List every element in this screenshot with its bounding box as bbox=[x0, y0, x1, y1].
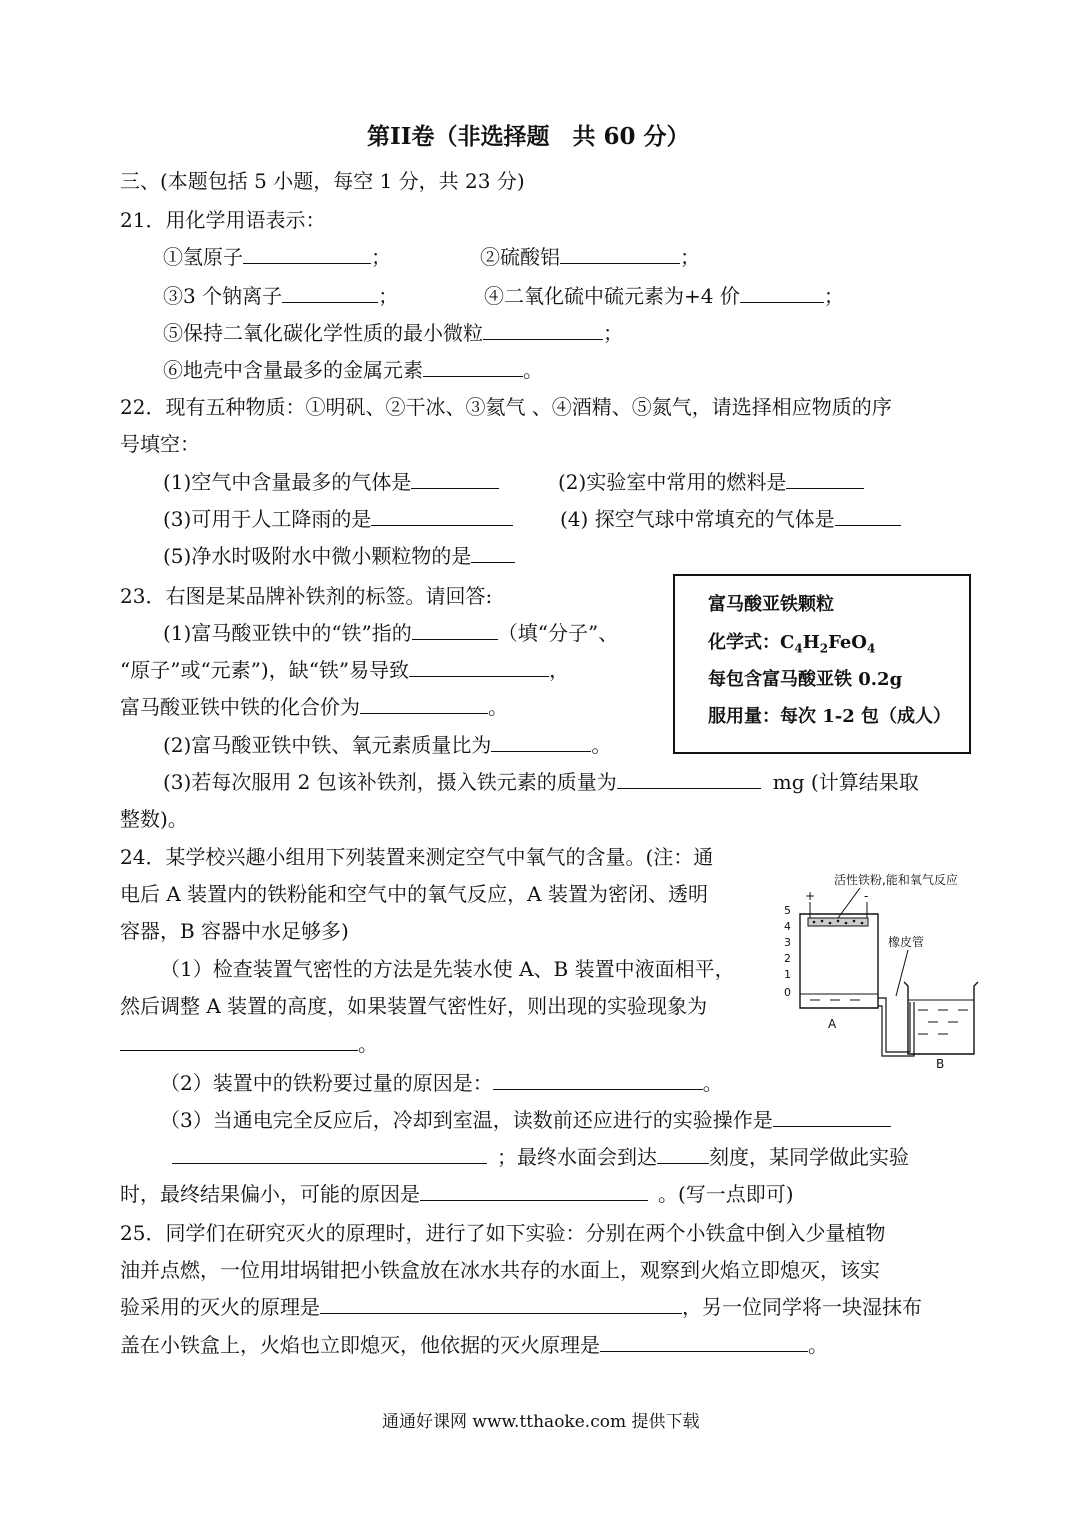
q23-part-3c: 整数)。 bbox=[120, 807, 188, 831]
apparatus-figure bbox=[778, 866, 983, 1078]
label-formula: $C_4H_2FeO_4$ bbox=[780, 632, 876, 656]
label-content: 每包含富马酸亚铁 0.2g bbox=[708, 669, 903, 690]
q21-stem: 21．用化学用语表示： bbox=[120, 208, 326, 232]
answer-blank[interactable] bbox=[243, 245, 371, 264]
q24-line-7 bbox=[160, 1069, 723, 1097]
scale-tick: 0 bbox=[784, 986, 791, 999]
answer-blank[interactable] bbox=[740, 284, 824, 303]
q21-item-2-text: ②硫酸铝 bbox=[480, 245, 560, 269]
q21-item-6 bbox=[163, 356, 543, 384]
q23-part-3-unit: mg (计算结果取 bbox=[772, 770, 919, 794]
q23-part-3-text: (3)若每次服用 2 包该补铁剂，摄入铁元素的质量为 bbox=[163, 770, 617, 794]
label-a: A bbox=[828, 1017, 837, 1031]
q24-line-7-text: （2）装置中的铁粉要过量的原因是： bbox=[160, 1071, 493, 1095]
answer-blank[interactable] bbox=[773, 1108, 891, 1127]
separator: ； bbox=[378, 284, 399, 308]
q23-part-2-text: (2)富马酸亚铁中铁、氧元素质量比为 bbox=[163, 733, 492, 757]
rubber-tube-label: 橡皮管 bbox=[888, 935, 925, 949]
q22-part-3 bbox=[163, 505, 513, 533]
supplement-label bbox=[673, 574, 971, 754]
q24-line-9 bbox=[120, 1143, 909, 1171]
answer-blank[interactable] bbox=[360, 695, 488, 714]
answer-blank[interactable] bbox=[493, 1071, 703, 1090]
answer-blank[interactable] bbox=[411, 470, 499, 489]
q23-stem: 23．右图是某品牌补铁剂的标签。请回答: bbox=[120, 584, 493, 608]
q21-item-6-text: ⑥地壳中含量最多的金属元素 bbox=[163, 358, 423, 382]
q23-part-1e-text: 富马酸亚铁中铁的化合价为 bbox=[120, 695, 360, 719]
q23-part-1c bbox=[120, 656, 569, 684]
q21-item-2 bbox=[480, 243, 700, 271]
q21-item-3 bbox=[163, 282, 398, 310]
section-title: 第II卷（非选择题 共 60 分） bbox=[367, 123, 690, 150]
q25-line-3 bbox=[120, 1293, 922, 1321]
label-dosage: 服用量：每次 1-2 包（成人） bbox=[708, 706, 952, 727]
answer-blank[interactable] bbox=[282, 284, 378, 303]
scale-labels bbox=[784, 904, 791, 999]
separator: ； bbox=[823, 284, 844, 308]
answer-blank[interactable] bbox=[483, 321, 603, 340]
answer-blank[interactable] bbox=[120, 1032, 358, 1051]
q22-part-1 bbox=[163, 468, 499, 496]
separator: ； bbox=[680, 245, 700, 269]
separator: ； bbox=[371, 245, 391, 269]
period: 。 bbox=[488, 695, 508, 719]
answer-blank[interactable] bbox=[412, 621, 498, 640]
q22-part-5 bbox=[163, 542, 515, 570]
answer-blank[interactable] bbox=[560, 245, 680, 264]
q21-item-1-text: ①氢原子 bbox=[163, 245, 243, 269]
period: 。 bbox=[358, 1032, 378, 1056]
answer-blank[interactable] bbox=[371, 507, 513, 526]
q24-line-10a-text: 时，最终结果偏小，可能的原因是 bbox=[120, 1182, 420, 1206]
q25-line-4 bbox=[120, 1331, 828, 1359]
q21-item-5 bbox=[163, 319, 623, 347]
q23-part-1a bbox=[163, 619, 618, 647]
q21-item-1 bbox=[163, 243, 391, 271]
q25-line-3b-text: ，另一位同学将一块湿抹布 bbox=[682, 1295, 922, 1319]
q24-line-2: 电后 A 装置内的铁粉能和空气中的氧气反应，A 装置为密闭、透明 bbox=[120, 882, 708, 906]
label-formula-prefix: 化学式： bbox=[708, 632, 780, 653]
scale-tick: 2 bbox=[784, 952, 791, 965]
answer-blank[interactable] bbox=[600, 1333, 808, 1352]
q21-item-5-text: ⑤保持二氧化碳化学性质的最小微粒 bbox=[163, 321, 483, 345]
comma: ， bbox=[549, 658, 570, 682]
q25-line-4a-text: 盖在小铁盒上，火焰也立即熄灭，他依据的灭火原理是 bbox=[120, 1333, 600, 1357]
answer-blank[interactable] bbox=[786, 470, 864, 489]
answer-blank[interactable] bbox=[320, 1295, 682, 1314]
electrode-plus: + bbox=[805, 889, 816, 903]
label-b: B bbox=[936, 1057, 945, 1071]
q22-stem-1: 22．现有五种物质：①明矾、②干冰、③氦气 、④酒精、⑤氮气，请选择相应物质的序 bbox=[120, 395, 892, 419]
q24-line-8 bbox=[160, 1106, 891, 1134]
label-name: 富马酸亚铁颗粒 bbox=[708, 594, 834, 615]
answer-blank[interactable] bbox=[409, 658, 549, 677]
q22-part-4 bbox=[560, 505, 901, 533]
answer-blank[interactable] bbox=[172, 1145, 487, 1164]
q22-part-1-text: (1)空气中含量最多的气体是 bbox=[163, 470, 412, 494]
scale-tick: 1 bbox=[784, 968, 791, 981]
iron-powder-label: 活性铁粉,能和氧气反应 bbox=[834, 873, 958, 887]
q22-part-3-text: (3)可用于人工降雨的是 bbox=[163, 507, 372, 531]
q23-part-2 bbox=[163, 731, 611, 759]
q24-line-1: 24．某学校兴趣小组用下列装置来测定空气中氧气的含量。(注：通 bbox=[120, 845, 714, 869]
q21-item-3-text: ③3 个钠离子 bbox=[163, 284, 283, 308]
q24-line-3: 容器，B 容器中水足够多) bbox=[120, 919, 349, 943]
answer-blank[interactable] bbox=[423, 358, 523, 377]
period: 。 bbox=[702, 1071, 723, 1095]
answer-blank[interactable] bbox=[617, 770, 761, 789]
q23-part-1e bbox=[120, 693, 508, 721]
electrode-minus: - bbox=[864, 889, 869, 903]
q25-line-1: 25．同学们在研究灭火的原理时，进行了如下实验：分别在两个小铁盒中倒入少量植物 bbox=[120, 1221, 886, 1245]
separator: ； bbox=[603, 321, 623, 345]
q24-line-8-text: （3）当通电完全反应后，冷却到室温，读数前还应进行的实验操作是 bbox=[160, 1108, 773, 1132]
q25-line-2: 油并点燃，一位用坩埚钳把小铁盒放在冰水共存的水面上，观察到火焰立即熄灭，该实 bbox=[120, 1258, 880, 1282]
answer-blank[interactable] bbox=[471, 544, 515, 563]
label-formula-line bbox=[708, 628, 875, 656]
period: 。 bbox=[523, 358, 543, 382]
q24-line-10b-text: 。(写一点即可) bbox=[658, 1182, 794, 1206]
q22-part-2-text: (2)实验室中常用的燃料是 bbox=[558, 470, 787, 494]
section-header: 三、(本题包括 5 小题，每空 1 分，共 23 分) bbox=[120, 169, 525, 193]
q23-part-1a-text: (1)富马酸亚铁中的“铁”指的 bbox=[163, 621, 412, 645]
q23-part-1c-text: “原子”或“元素”)，缺“铁”易导致 bbox=[120, 658, 410, 682]
q24-line-9a-text: ；最终水面会到达 bbox=[497, 1145, 657, 1169]
period: 。 bbox=[591, 733, 612, 757]
q24-line-5: 然后调整 A 装置的高度，如果装置气密性好，则出现的实验现象为 bbox=[120, 994, 708, 1018]
q23-part-3 bbox=[163, 768, 919, 796]
q24-line-6 bbox=[120, 1030, 378, 1058]
page-footer: 通通好课网 www.tthaoke.com 提供下载 bbox=[382, 1412, 700, 1432]
q22-part-5-text: (5)净水时吸附水中微小颗粒物的是 bbox=[163, 544, 472, 568]
q22-part-2 bbox=[558, 468, 864, 496]
scale-tick: 3 bbox=[784, 936, 791, 949]
q23-part-1b-text: （填“分子”、 bbox=[497, 621, 619, 645]
q22-stem-2: 号填空： bbox=[120, 432, 200, 456]
q21-item-4-text: ④二氧化硫中硫元素为+4 价 bbox=[484, 284, 740, 308]
scale-tick: 5 bbox=[784, 904, 791, 917]
q22-part-4-text: (4) 探空气球中常填充的气体是 bbox=[560, 507, 835, 531]
answer-blank[interactable] bbox=[420, 1182, 648, 1201]
q25-line-3a-text: 验采用的灭火的原理是 bbox=[120, 1295, 320, 1319]
q21-item-4 bbox=[484, 282, 844, 310]
answer-blank[interactable] bbox=[835, 507, 901, 526]
scale-tick: 4 bbox=[784, 920, 791, 933]
q24-line-9b-text: 刻度，某同学做此实验 bbox=[709, 1145, 909, 1169]
q24-line-4: （1）检查装置气密性的方法是先装水使 A、B 装置中液面相平， bbox=[160, 957, 735, 981]
answer-blank[interactable] bbox=[657, 1145, 709, 1164]
q25-line-4b-text: 。 bbox=[808, 1333, 828, 1357]
q24-line-10 bbox=[120, 1180, 794, 1208]
answer-blank[interactable] bbox=[491, 733, 591, 752]
